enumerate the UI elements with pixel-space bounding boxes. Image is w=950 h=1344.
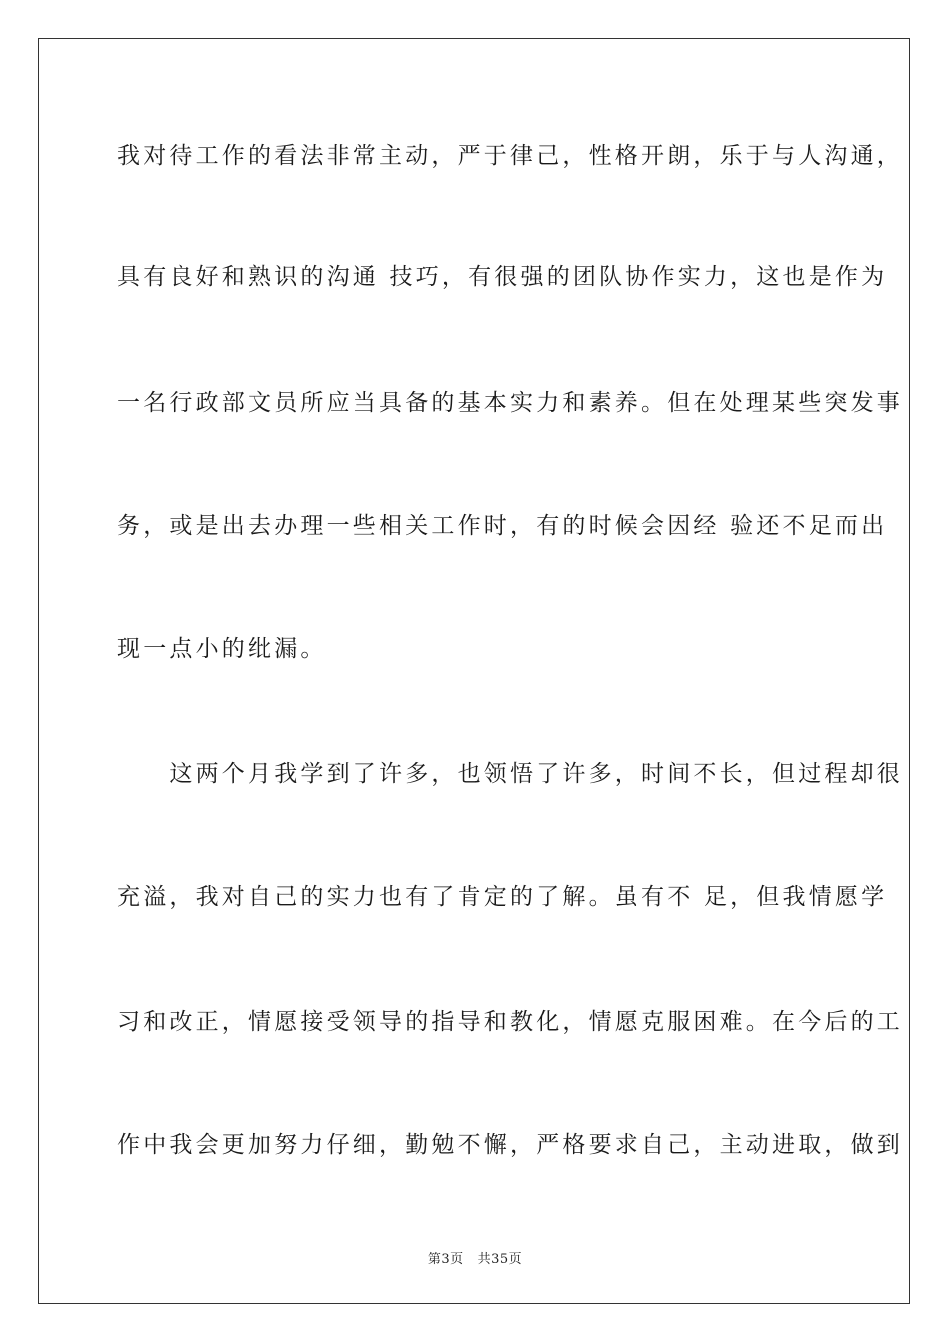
- page-border: [38, 38, 910, 1304]
- paragraph-line: 具有良好和熟识的沟通 技巧，有很强的团队协作实力，这也是作为: [117, 264, 888, 290]
- paragraph-line: 习和改正，情愿接受领导的指导和教化，情愿克服困难。在今后的工: [117, 1009, 903, 1035]
- paragraph-line: 这两个月我学到了许多，也领悟了许多，时间不长，但过程却很: [117, 761, 903, 787]
- paragraph-line: 现一点小的纰漏。: [117, 636, 327, 662]
- page-total: 共35页: [477, 1252, 523, 1267]
- paragraph-line: 作中我会更加努力仔细，勤勉不懈，严格要求自己，主动进取，做到: [117, 1132, 903, 1158]
- page-footer: [0, 1248, 950, 1267]
- paragraph-line: 我对待工作的看法非常主动，严于律己，性格开朗，乐于与人沟通，: [117, 143, 903, 169]
- paragraph-line: 务，或是出去办理一些相关工作时，有的时候会因经 验还不足而出: [117, 513, 888, 539]
- paragraph-line: 一名行政部文员所应当具备的基本实力和素养。但在处理某些突发事: [117, 390, 903, 416]
- page-number: 第3页: [427, 1252, 464, 1267]
- paragraph-line: 充溢，我对自己的实力也有了肯定的了解。虽有不 足，但我情愿学: [117, 884, 888, 910]
